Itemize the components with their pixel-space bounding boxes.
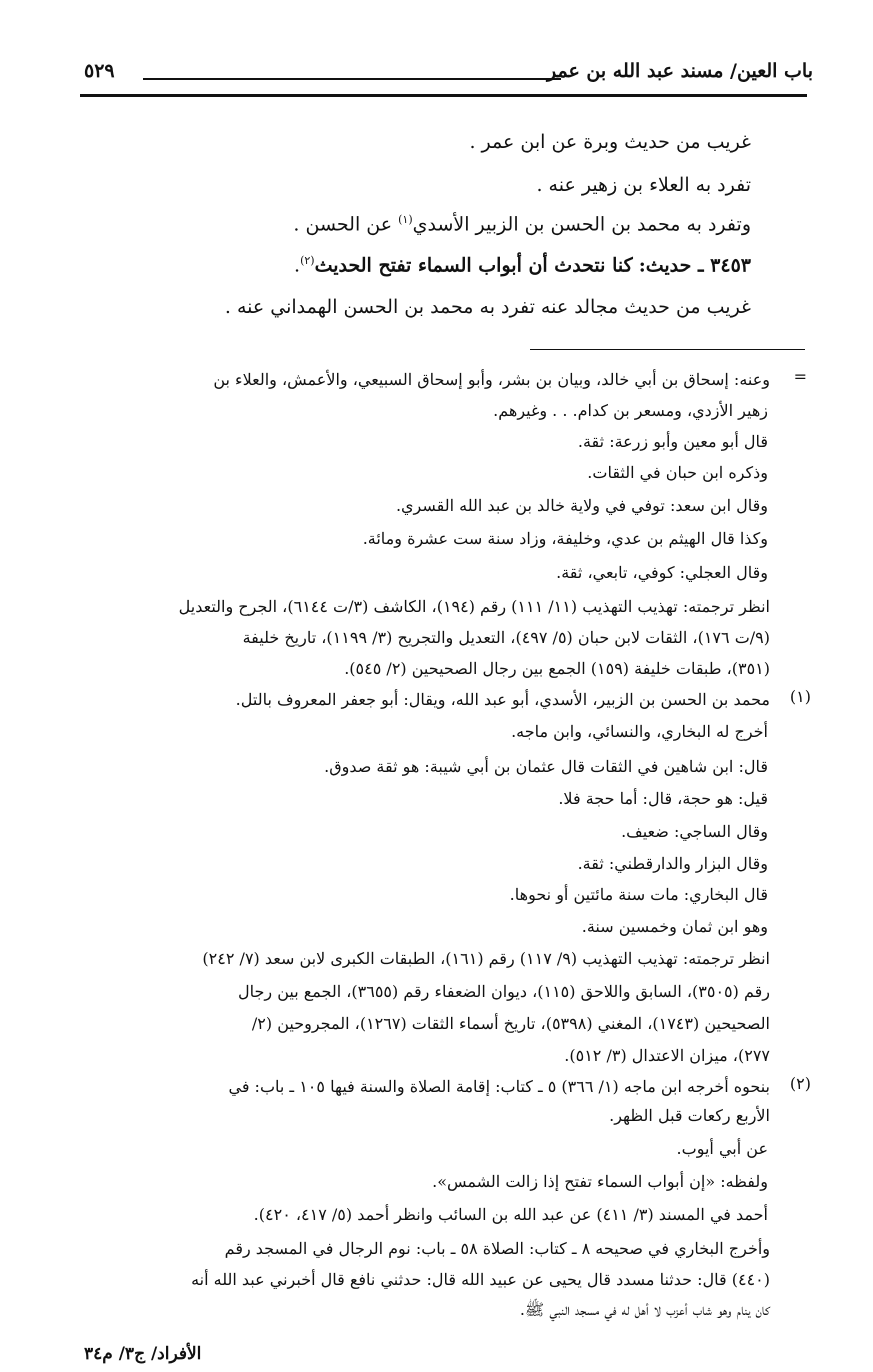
header-leader-line [143, 78, 561, 80]
hadith-text: كنا نتحدث أن أبواب السماء تفتح الحديث [314, 254, 633, 277]
footnote-1-line: ٢٧٧)، ميزان الاعتدال (٣/ ٥١٢). [564, 1046, 770, 1065]
footnote-cont-line: زهير الأزدي، ومسعر بن كدام. . . وغيرهم. [493, 401, 768, 420]
footnote-cont-line: وذكره ابن حبان في الثقات. [587, 463, 768, 482]
hadith-number: ٣٤٥٣ ـ حديث: [638, 254, 751, 277]
footnote-2-line: وأخرج البخاري في صحيحه ٨ ـ كتاب: الصلاة ٥٨ ـ باب: نوم الرجال في المسجد رقم [224, 1239, 770, 1258]
footnote-2-line: أحمد في المسند (٣/ ٤١١) عن عبد الله بن السائب وانظر أحمد (٥/ ٤١٧، ٤٢٠). [253, 1205, 768, 1224]
hadith-heading-line [294, 254, 751, 276]
main-line-3-end: عن الحسن . [293, 213, 393, 236]
footnote-cont-line: انظر ترجمته: تهذيب التهذيب (١١/ ١١١) رقم (١٩٤)، الكاشف (٣/ت ٦١٤٤)، الجرح والتعديل [178, 597, 770, 616]
main-line-5: غريب من حديث مجالد عنه تفرد به محمد بن الحسن الهمداني عنه . [224, 296, 751, 318]
signature-mark: الأفراد/ ج٣/ م٣٤ [84, 1344, 202, 1364]
footnote-1-line: محمد بن الحسن بن الزبير، الأسدي، أبو عبد الله، ويقال: أبو جعفر المعروف بالتل. [235, 690, 770, 709]
footnote-2-line: ولفظه: «إن أبواب السماء تفتح إذا زالت الشمس». [432, 1172, 768, 1191]
footnote-1-line: قال: ابن شاهين في الثقات قال عثمان بن أبي شيبة: هو ثقة صدوق. [324, 757, 768, 776]
footnote-2-line: كان ينام وهو شاب أعزب لا أهل له في مسجد النبي ﷺ. [519, 1300, 770, 1319]
main-line-3 [293, 213, 751, 235]
header-rule [80, 94, 807, 97]
footnote-2-line: عن أبي أيوب. [676, 1139, 768, 1158]
footnote-2-line: الأربع ركعات قبل الظهر. [609, 1106, 770, 1125]
main-line-1: غريب من حديث وبرة عن ابن عمر . [469, 131, 751, 153]
footnote-1-line: قيل: هو حجة، قال: أما حجة فلا. [558, 789, 768, 808]
footnote-cont-line: وعنه: إسحاق بن أبي خالد، وبيان بن بشر، وأبو إسحاق السبيعي، والأعمش، والعلاء بن [213, 370, 770, 389]
footnote-1-line: رقم (٣٥٠٥)، السابق واللاحق (١١٥)، ديوان الضعفاء رقم (٣٦٥٥)، الجمع بين رجال [237, 982, 770, 1001]
footnote-ref-1[interactable]: (١) [398, 213, 413, 226]
footnote-cont-line: (٣٥١)، طبقات خليفة (١٥٩) الجمع بين رجال الصحيحين (٢/ ٥٤٥). [344, 659, 770, 678]
footnote-1-line: أخرج له البخاري، والنسائي، وابن ماجه. [511, 722, 768, 741]
footnote-cont-line: (٩/ت ١٧٦)، الثقات لابن حبان (٥/ ٤٩٧)، التعديل والتجريح (٣/ ١١٩٩)، تاريخ خليفة [242, 628, 770, 647]
footnote-1-marker: (١) [789, 687, 811, 706]
main-line-2: تفرد به العلاء بن زهير عنه . [536, 174, 751, 196]
footnote-continuation-marker: = [793, 367, 807, 386]
running-header-title: باب العين/ مسند عبد الله بن عمر [547, 60, 813, 82]
footnote-cont-line: وكذا قال الهيثم بن عدي، وخليفة، وزاد سنة ست عشرة ومائة. [362, 529, 768, 548]
footnote-2-line: بنحوه أخرجه ابن ماجه (١/ ٣٦٦) ٥ ـ كتاب: إقامة الصلاة والسنة فيها ١٠٥ ـ باب: في [228, 1077, 770, 1096]
footnote-ref-2[interactable]: (٢) [300, 254, 315, 267]
footnote-cont-line: وقال ابن سعد: توفي في ولاية خالد بن عبد الله القسري. [395, 496, 768, 515]
footnote-1-line: وقال البزار والدارقطني: ثقة. [577, 854, 768, 873]
footnote-1-line: الصحيحين (١٧٤٣)، المغني (٥٣٩٨)، تاريخ أسماء الثقات (١٢٦٧)، المجروحين (٢/ [251, 1014, 770, 1033]
footnote-cont-line: وقال العجلي: كوفي، تابعي، ثقة. [556, 563, 768, 582]
footnote-separator [530, 349, 805, 350]
footnote-1-line: قال البخاري: مات سنة مائتين أو نحوها. [509, 885, 768, 904]
page-number: ٥٢٩ [84, 60, 115, 82]
footnote-2-marker: (٢) [789, 1074, 811, 1093]
main-line-3-text: وتفرد به محمد بن الحسن بن الزبير الأسدي [412, 213, 751, 236]
footnote-cont-line: قال أبو معين وأبو زرعة: ثقة. [577, 432, 768, 451]
footnote-1-line: انظر ترجمته: تهذيب التهذيب (٩/ ١١٧) رقم (١٦١)، الطبقات الكبرى لابن سعد (٧/ ٢٤٢) [202, 949, 770, 968]
footnote-1-line: وهو ابن ثمان وخمسين سنة. [581, 917, 768, 936]
hadith-text-end: . [294, 254, 301, 277]
footnote-1-line: وقال الساجي: ضعيف. [621, 822, 768, 841]
footnote-2-line: (٤٤٠) قال: حدثنا مسدد قال يحيى عن عبيد الله قال: حدثني نافع قال أخبرني عبد الله أنه [191, 1270, 770, 1289]
